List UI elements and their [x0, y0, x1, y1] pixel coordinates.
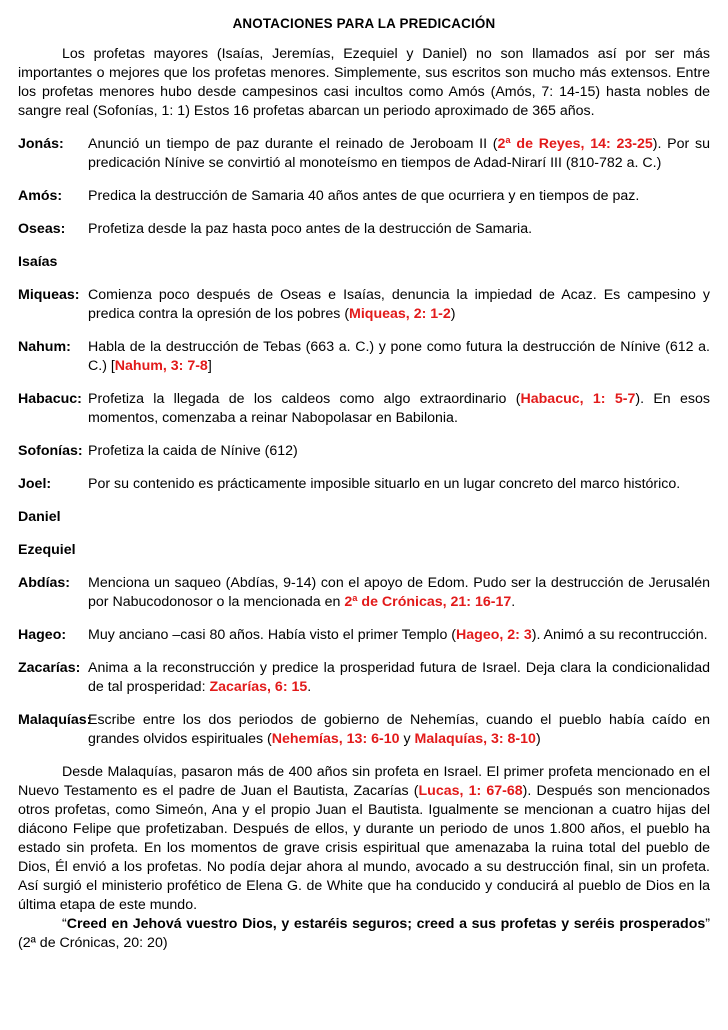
entry-text [88, 574, 710, 612]
bible-reference: 2ª de Crónicas, 21: 16-17 [344, 594, 512, 610]
entry-text: Profetiza desde la paz hasta poco antes de la destrucción de Samaria. [88, 221, 533, 237]
entry-daniel: Daniel [18, 509, 61, 525]
entry-text: Predica la destrucción de Samaria 40 años antes de que ocurriera y en tiempos de paz. [88, 188, 640, 204]
quote-text: Creed en Jehová vuestro Dios, y estaréis seguros; creed a sus profetas y seréis prosperados [66, 916, 706, 932]
entry-name: Hageo: [18, 627, 67, 643]
text-segment: ). En esos momentos, comenzaba a reinar Nabopolasar en Babilonia. [88, 391, 710, 426]
entry-text: Profetiza la caida de Nínive (612) [88, 443, 298, 459]
entry-text: Por su contenido es prácticamente imposible situarlo en un lugar concreto del marco histórico. [88, 476, 681, 492]
entry-name: Nahum: [18, 339, 71, 355]
entry-miqueas [18, 286, 710, 324]
text-segment: Escribe entre los dos periodos de gobierno de Nehemías, cuando el pueblo había caído en grandes olvidos espirituales ( [88, 712, 710, 747]
entry-isaias: Isaías [18, 254, 58, 270]
bible-reference: Nahum, 3: 7-8 [114, 358, 208, 374]
entry-text [88, 659, 710, 697]
entry-nahum [18, 338, 710, 376]
closing-quote [18, 915, 710, 953]
bible-reference: Nehemías, 13: 6-10 [271, 731, 400, 747]
entry-name: Malaquías: [18, 712, 92, 728]
text-segment: . [307, 679, 312, 695]
entry-hageo [18, 626, 710, 645]
closing-paragraph [18, 763, 710, 915]
entry-name: Miqueas: [18, 287, 80, 303]
bible-reference: Miqueas, 2: 1-2 [349, 306, 451, 322]
entry-sofonias [18, 442, 710, 461]
entry-name: Jonás: [18, 136, 64, 152]
entry-amos [18, 187, 710, 206]
entry-name: Amós: [18, 188, 63, 204]
text-segment: ) [535, 731, 541, 747]
entry-text [88, 711, 710, 749]
text-segment: Menciona un saqueo (Abdías, 9-14) con el apoyo de Edom. Pudo ser la destrucción de Jerusalén por Nabucodonosor o la mencionada en [88, 575, 710, 610]
entry-name: Zacarías: [18, 660, 81, 676]
text-segment: Anima a la reconstrucción y predice la prosperidad futura de Israel. Deja clara la condicionalidad de tal prosperidad: [88, 660, 710, 695]
page-title: ANOTACIONES PARA LA PREDICACIÓN [232, 16, 496, 31]
entry-zacarias [18, 659, 710, 697]
bible-reference: Zacarías, 6: 15 [209, 679, 308, 695]
text-segment: Desde Malaquías, pasaron más de 400 años sin profeta en Israel. El primer profeta mencionado en el Nuevo Testamento es el padre de Juan el Bautista, Zacarías ( [18, 764, 710, 799]
entry-text [88, 338, 710, 376]
text-segment: y [399, 731, 415, 747]
entry-name: Habacuc: [18, 391, 82, 407]
text-segment: Anunció un tiempo de paz durante el reinado de Jeroboam II ( [88, 136, 498, 152]
intro-paragraph: Los profetas mayores (Isaías, Jeremías, Ezequiel y Daniel) no son llamados así por ser más importantes o mejores que los profetas menores. Simplemente, sus escritos son mucho más extensos. Entre los profetas menores hubo desde campesinos casi incultos como Amós (Amós, 7: 14-15) hasta nobles de sangre real (Sofonías, 1: 1) Estos 16 profetas abarcan un periodo aproximado de 365 años. [18, 46, 710, 119]
bible-reference: Habacuc, 1: 5-7 [520, 391, 636, 407]
entry-name: Abdías: [18, 575, 71, 591]
entry-joel [18, 475, 710, 494]
entry-name: Oseas: [18, 221, 66, 237]
bible-reference: Hageo, 2: 3 [456, 627, 532, 643]
text-segment: ). Animó a su recontrucción. [531, 627, 708, 643]
text-segment: . [511, 594, 516, 610]
quote-citation: ” (2ª de Crónicas, 20: 20) [18, 916, 710, 951]
text-segment: ). Después son mencionados otros profetas, como Simeón, Ana y el propio Juan el Bautista. Igualmente se mencionan a cuatro hijas del diácono Felipe que profetizaban. Después de ellos, y durante un periodo de unos 1.800 años, el pueblo ha estado sin profeta. En los momentos de grave crisis espiritual que amenazaba la ruina total del pueblo de Dios, Él envió a los profetas. No podía dejar ahora al mundo, avocado a su destrucción final, sin un profeta. Así surgió el ministerio profético de Elena G. de White que ha conducido y conducirá al pueblo de Dios en la última etapa de este mundo. [18, 783, 710, 913]
entry-habacuc [18, 390, 710, 428]
text-segment: Muy anciano –casi 80 años. Había visto el primer Templo ( [88, 627, 457, 643]
text-segment: Profetiza la llegada de los caldeos como algo extraordinario ( [88, 391, 521, 407]
text-segment: ). Por su predicación Nínive se convirtió al monoteísmo en tiempos de Adad-Nirarí III (810-782 a. C.) [88, 136, 710, 171]
text-segment: Habla de la destrucción de Tebas (663 a. C.) y pone como futura la destrucción de Nínive (612 a. C.) [ [88, 339, 710, 374]
bible-reference: 2ª de Reyes, 14: 23-25 [497, 136, 653, 152]
entry-abdias [18, 574, 710, 612]
text-segment: ] [207, 358, 212, 374]
entry-text [88, 626, 710, 645]
entry-malaquias [18, 711, 710, 749]
text-segment: ) [450, 306, 456, 322]
bible-reference: Lucas, 1: 67-68 [418, 783, 523, 799]
entry-name: Sofonías: [18, 443, 83, 459]
entry-name: Joel: [18, 476, 52, 492]
entry-oseas [18, 220, 710, 239]
entry-jonas [18, 135, 710, 173]
bible-reference: Malaquías, 3: 8-10 [414, 731, 536, 747]
entry-text [88, 286, 710, 324]
spacer [18, 121, 710, 135]
entry-text [88, 135, 710, 173]
entry-text [88, 390, 710, 428]
entry-ezequiel: Ezequiel [18, 542, 76, 558]
text-segment: Comienza poco después de Oseas e Isaías, denuncia la impiedad de Acaz. Es campesino y predica contra la opresión de los pobres ( [88, 287, 710, 322]
quote-mark: “ [62, 916, 67, 932]
